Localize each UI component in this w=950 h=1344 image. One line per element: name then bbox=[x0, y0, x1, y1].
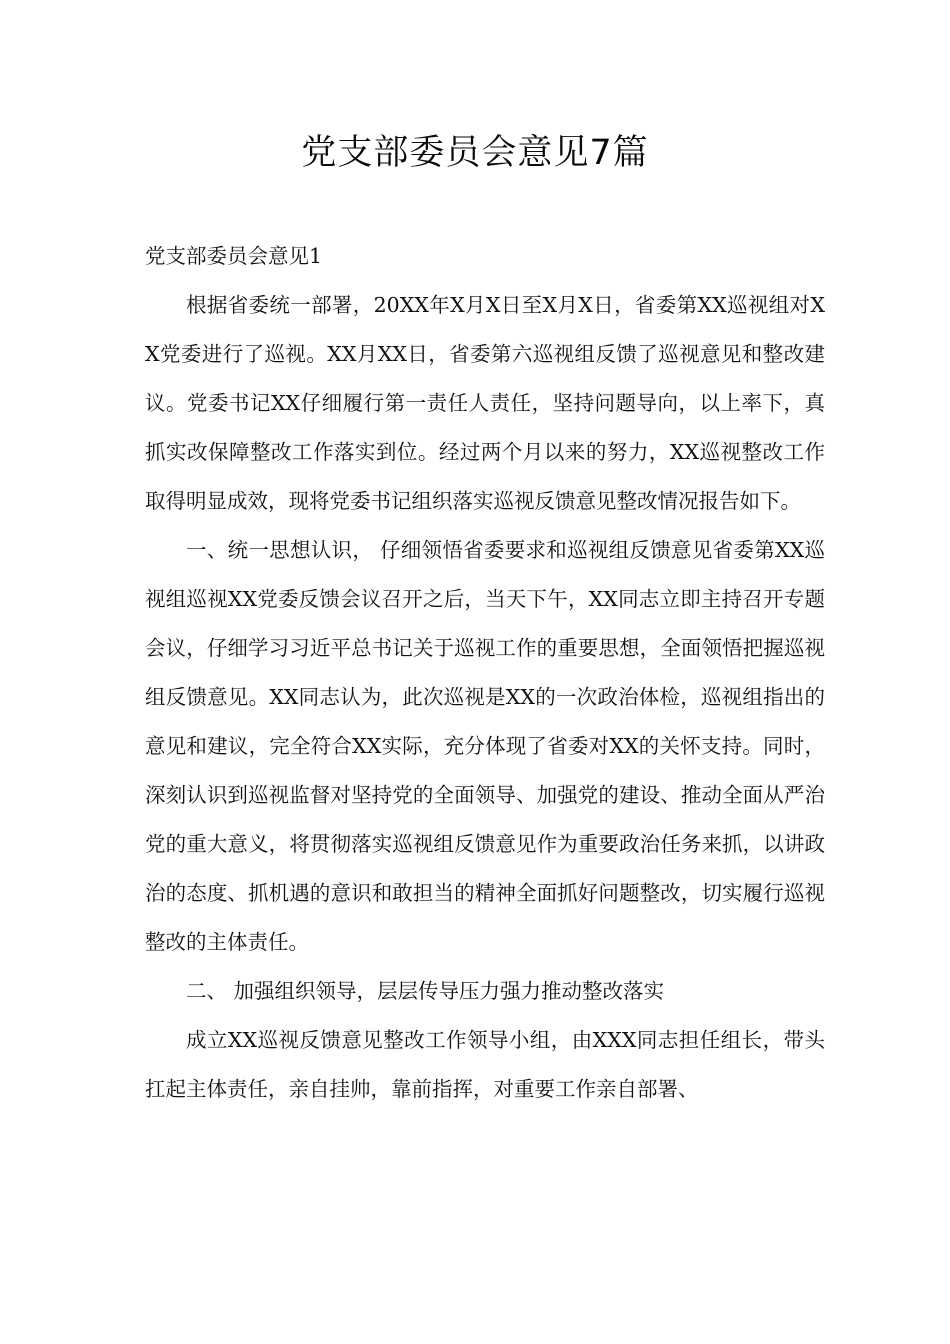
document-title: 党支部委员会意见7篇 bbox=[301, 133, 649, 173]
document-body bbox=[145, 232, 825, 1114]
section-label: 党支部委员会意见1 bbox=[145, 244, 323, 268]
paragraph-section-two: 成立XX巡视反馈意见整改工作领导小组，由XXX同志担任组长，带头扛起主体责任，亲自挂帅，靠前指挥，对重要工作亲自部署、 bbox=[145, 1028, 825, 1101]
paragraph-section-one: 一、统一思想认识， 仔细领悟省委要求和巡视组反馈意见省委第XX巡视组巡视XX党委反馈会议召开之后，当天下午，XX同志立即主持召开专题会议，仔细学习习近平总书记关于巡视工作的重要思想，全面领悟把握巡视组反馈意见。XX同志认为，此次巡视是XX的一次政治体检，巡视组指出的意见和建议，完全符合XX实际，充分体现了省委对XX的关怀支持。同时，深刻认识到巡视监督对坚持党的全面领导、加强党的建设、推动全面从严治党的重大意义，将贯彻落实巡视组反馈意见作为重要政治任务来抓，以讲政治的态度、抓机遇的意识和敢担当的精神全面抓好问题整改，切实履行巡视整改的主体责任。 bbox=[145, 538, 825, 954]
section-heading-two: 二、 加强组织领导，层层传导压力强力推动整改落实 bbox=[186, 979, 665, 1003]
paragraph-intro: 根据省委统一部署，20XX年X月X日至X月X日，省委第XX巡视组对XX党委进行了巡视。XX月XX日，省委第六巡视组反馈了巡视意见和整改建议。党委书记XX仔细履行第一责任人责任，坚持问题导向，以上率下，真抓实改保障整改工作落实到位。经过两个月以来的努力，XX巡视整改工作取得明显成效，现将党委书记组织落实巡视反馈意见整改情况报告如下。 bbox=[145, 293, 825, 513]
